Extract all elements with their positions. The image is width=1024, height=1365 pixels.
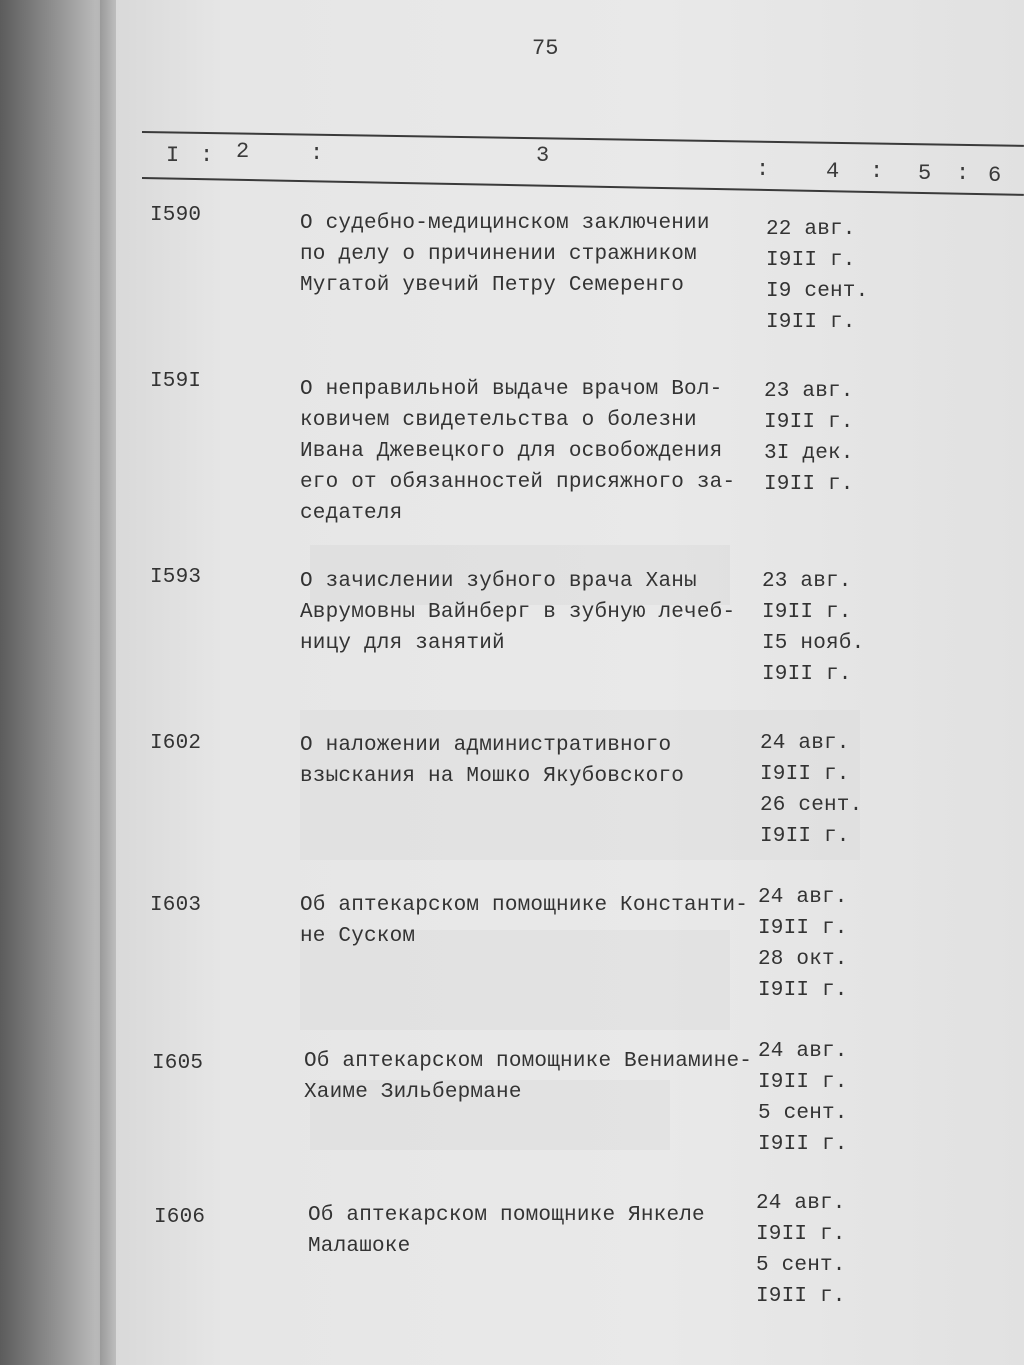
case-dates [758,882,848,1006]
case-number: I603 [150,894,202,917]
header-separator: : [756,157,770,182]
case-number: I602 [150,732,202,755]
title-line: О зачислении зубного врача Ханы [300,570,697,593]
date-line: 24 авг. [760,732,850,755]
case-number: I605 [152,1052,204,1075]
date-line: 23 авг. [764,380,854,403]
case-title [300,374,760,529]
date-line: 26 сент. [760,794,863,817]
header-separator: : [310,141,324,166]
date-line: 22 авг. [766,218,856,241]
date-line: I9II г. [758,1133,848,1156]
date-line: I9II г. [758,979,848,1002]
date-line: I9II г. [760,763,850,786]
header-col-5: 5 [918,161,932,186]
date-line: I9II г. [766,249,856,272]
case-title [300,730,760,792]
title-line: Мугатой увечий Петру Семеренго [300,274,685,297]
title-line: Хаиме Зильбермане [304,1081,522,1104]
date-line: I9II г. [762,663,852,686]
date-line: I9II г. [762,601,852,624]
date-line: 24 авг. [756,1192,846,1215]
date-line: 24 авг. [758,886,848,909]
date-line: I5 нояб. [762,632,865,655]
header-col-3: 3 [536,143,550,168]
case-title [308,1200,768,1262]
page-number: 75 [532,36,559,61]
case-dates [762,566,864,690]
title-line: Малашоке [308,1235,411,1258]
title-line: не Суском [300,925,416,948]
date-line: I9II г. [756,1223,846,1246]
title-line: О неправильной выдаче врачом Вол- [300,378,723,401]
case-dates [764,376,854,500]
date-line: 28 окт. [758,948,848,971]
title-line: О наложении административного [300,734,672,757]
case-dates [758,1036,848,1160]
date-line: 23 авг. [762,570,852,593]
header-separator: : [200,143,214,168]
case-number: I593 [150,566,202,589]
title-line: О судебно-медицинском заключении [300,212,710,235]
date-line: 3I дек. [764,442,854,465]
case-number: I590 [150,204,202,227]
title-line: ковичем свидетельства о болезни [300,409,697,432]
title-line: Об аптекарском помощнике Вениамине- [304,1050,753,1073]
date-line: I9II г. [758,917,848,940]
title-line: Об аптекарском помощнике Янкеле [308,1204,705,1227]
case-title [300,208,760,301]
title-line: Об аптекарском помощнике Константи- [300,894,749,917]
title-line: седателя [300,502,403,525]
header-col-4: 4 [826,159,840,184]
date-line: 24 авг. [758,1040,848,1063]
date-line: I9II г. [758,1071,848,1094]
title-line: его от обязанностей присяжного за- [300,471,736,494]
date-line: 5 сент. [758,1102,848,1125]
case-dates [766,214,868,338]
header-col-6: 6 [988,163,1002,188]
case-dates [756,1188,846,1312]
case-title [300,566,760,659]
title-line: Аврумовны Вайнберг в зубную лечеб- [300,601,736,624]
date-line: I9II г. [764,473,854,496]
case-title [300,890,760,952]
case-title [304,1046,764,1108]
title-line: взыскания на Мошко Якубовского [300,765,685,788]
header-separator: : [870,159,884,184]
document-page [116,0,1024,1365]
header-col-2: 2 [236,139,250,164]
date-line: I9II г. [764,411,854,434]
title-line: Ивана Джевецкого для освобождения [300,440,723,463]
date-line: I9 сент. [766,280,869,303]
header-separator: : [956,161,970,186]
title-line: по делу о причинении стражником [300,243,697,266]
case-number: I606 [154,1206,206,1229]
case-dates [760,728,862,852]
title-line: ницу для занятий [300,632,505,655]
header-col-1: I [166,143,180,168]
date-line: 5 сент. [756,1254,846,1277]
case-number: I59I [150,370,202,393]
date-line: I9II г. [766,311,856,334]
date-line: I9II г. [756,1285,846,1308]
date-line: I9II г. [760,825,850,848]
